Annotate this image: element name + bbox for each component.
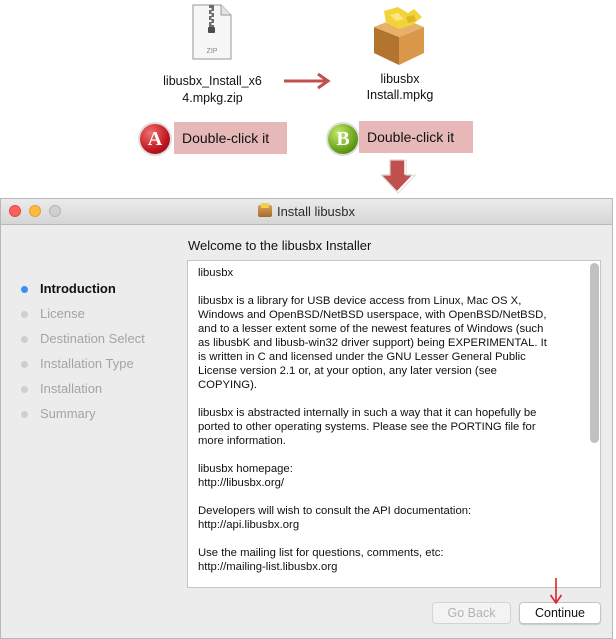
installer-steps-sidebar	[21, 279, 145, 429]
step-dot-icon	[21, 361, 28, 368]
pkg-label-line1: libusbx	[380, 72, 420, 86]
step-b-instruction: Double-click it	[359, 121, 473, 153]
window-title-text: Install libusbx	[276, 204, 356, 219]
step-dot-icon	[21, 311, 28, 318]
readme-paragraph: Developers will wish to consult the API documentation: http://api.libusbx.org	[198, 505, 472, 531]
package-label	[345, 71, 455, 103]
arrow-right-icon	[282, 72, 332, 90]
go-back-button[interactable]: Go Back	[432, 602, 511, 624]
step-label: Installation	[40, 381, 103, 396]
step-active-dot-icon	[21, 286, 28, 293]
page-heading: Welcome to the libusbx Installer	[188, 238, 372, 253]
vertical-scrollbar[interactable]	[590, 263, 599, 443]
pointer-arrow-icon	[549, 577, 563, 605]
zip-file-icon[interactable]	[191, 3, 233, 61]
step-label: Summary	[40, 406, 96, 421]
step-dot-icon	[21, 386, 28, 393]
readme-paragraph: libusbx is abstracted internally in such a way that it can hopefully be ported to other operating systems. Please see the PORTING file for more information.	[198, 407, 537, 447]
package-icon[interactable]	[368, 5, 430, 67]
readme-paragraph: libusbx homepage: http://libusbx.org/	[198, 463, 293, 489]
continue-button[interactable]: Continue	[519, 602, 601, 624]
readme-paragraph: libusbx	[198, 267, 234, 279]
step-dot-icon	[21, 411, 28, 418]
readme-paragraph: Use the mailing list for questions, comments, etc: http://mailing-list.libusbx.org	[198, 547, 444, 573]
package-title-icon	[258, 205, 272, 217]
step-label: Destination Select	[40, 331, 145, 346]
zip-icon-text: ZIP	[206, 48, 218, 55]
step-dot-icon	[21, 336, 28, 343]
readme-text-panel[interactable]	[187, 260, 601, 588]
step-introduction	[21, 279, 145, 304]
readme-paragraph: libusbx is a library for USB device access from Linux, Mac OS X, Windows and OpenBSD/NetBSD userspace, with OpenBSD/NetBSD, and to a lesser extent some of the newest features of Windows (such as libusbK and libusb-win32 driver support) being EXPERIMENTAL. It is written in C and licensed under the GNU Lesser General Public License version 2.1 or, at your option, any later version (see COPYING).	[198, 295, 547, 391]
step-b-badge: B	[328, 124, 358, 154]
step-summary	[21, 404, 145, 429]
step-installation-type	[21, 354, 145, 379]
step-a-instruction: Double-click it	[174, 122, 287, 154]
zip-label-line1: libusbx_Install_x6	[163, 74, 262, 88]
step-label: Introduction	[40, 281, 116, 296]
arrow-down-icon	[377, 158, 417, 194]
window-title	[1, 204, 612, 219]
zip-file-label	[150, 73, 275, 107]
installer-window	[0, 198, 613, 639]
step-license	[21, 304, 145, 329]
step-a-badge: A	[140, 124, 170, 154]
step-label: Installation Type	[40, 356, 134, 371]
step-label: License	[40, 306, 85, 321]
pkg-label-line2: Install.mpkg	[366, 88, 434, 102]
step-destination-select	[21, 329, 145, 354]
step-installation	[21, 379, 145, 404]
window-titlebar[interactable]	[1, 199, 612, 225]
readme-text	[188, 261, 600, 574]
zip-label-line2: 4.mpkg.zip	[182, 91, 243, 105]
